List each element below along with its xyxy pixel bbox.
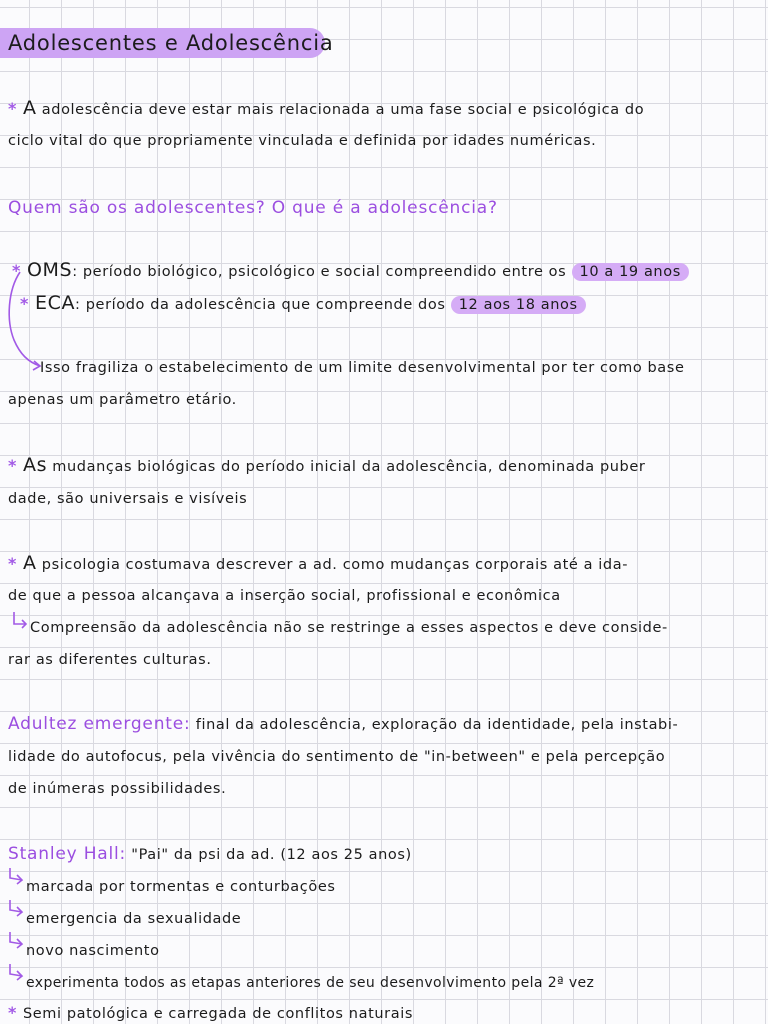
hall-item-3: novo nascimento [26, 943, 160, 959]
psicologia-line-2: de que a pessoa alcançava a inserção social, profissional e econômica [8, 588, 561, 604]
down-right-arrow-icon [10, 610, 32, 632]
star-icon: * [8, 1003, 17, 1022]
star-icon: * [12, 261, 21, 280]
hall-item-1: marcada por tormentas e conturbações [26, 879, 336, 895]
hall-item-2: emergencia da sexualidade [26, 911, 242, 927]
mudancas-line-1: * As mudanças biológicas do período inicial da adolescência, denominada puber [8, 454, 646, 476]
star-icon: * [20, 294, 29, 313]
star-icon: * [8, 456, 17, 475]
eca-highlight: 12 aos 18 anos [451, 296, 586, 314]
hall-line: Stanley Hall: "Pai" da psi da ad. (12 aos 25 anos) [8, 844, 412, 864]
psicologia-line-3: Compreensão da adolescência não se restringe a esses aspectos e deve conside- [30, 620, 668, 636]
psicologia-line-1: * A psicologia costumava descrever a ad. como mudanças corporais até a ida- [8, 552, 629, 574]
isso-line-2: apenas um parâmetro etário. [8, 392, 237, 408]
oms-highlight: 10 a 19 anos [572, 263, 689, 281]
adultez-label: Adultez emergente: [8, 714, 191, 734]
intro-line-1: * A adolescência deve estar mais relacionada a uma fase social e psicológica do [8, 97, 645, 119]
adultez-line-2: lidade do autofocus, pela vivência do sentimento de "in-between" e pela percepção [8, 749, 666, 765]
hall-label: Stanley Hall: [8, 844, 127, 864]
hall-item-4: experimenta todos as etapas anteriores de seu desenvolvimento pela 2ª vez [26, 975, 595, 991]
star-icon: * [8, 554, 17, 573]
oms-line: * OMS: período biológico, psicológico e social compreendido entre os 10 a 19 anos [12, 260, 689, 282]
down-right-arrow-icon [6, 930, 28, 952]
down-right-arrow-icon [6, 898, 28, 920]
eca-line: * ECA: período da adolescência que compreende dos 12 aos 18 anos [20, 293, 586, 315]
hall-last-line: * Semi patológica e carregada de conflitos naturais [8, 1003, 413, 1022]
adultez-line-3: de inúmeras possibilidades. [8, 781, 227, 797]
adultez-line-1: Adultez emergente: final da adolescência, exploração da identidade, pela instabi- [8, 714, 679, 734]
mudancas-line-2: dade, são universais e visíveis [8, 491, 248, 507]
down-right-arrow-icon [6, 866, 28, 888]
page-title: Adolescentes e Adolescência [8, 31, 334, 55]
star-icon: * [8, 99, 17, 118]
psicologia-line-4: rar as diferentes culturas. [8, 652, 212, 668]
section-question: Quem são os adolescentes? O que é a adolescência? [8, 198, 498, 218]
down-right-arrow-icon [6, 962, 28, 984]
isso-line-1: Isso fragiliza o estabelecimento de um limite desenvolvimental por ter como base [40, 360, 685, 376]
intro-line-2: ciclo vital do que propriamente vinculada e definida por idades numéricas. [8, 133, 597, 149]
